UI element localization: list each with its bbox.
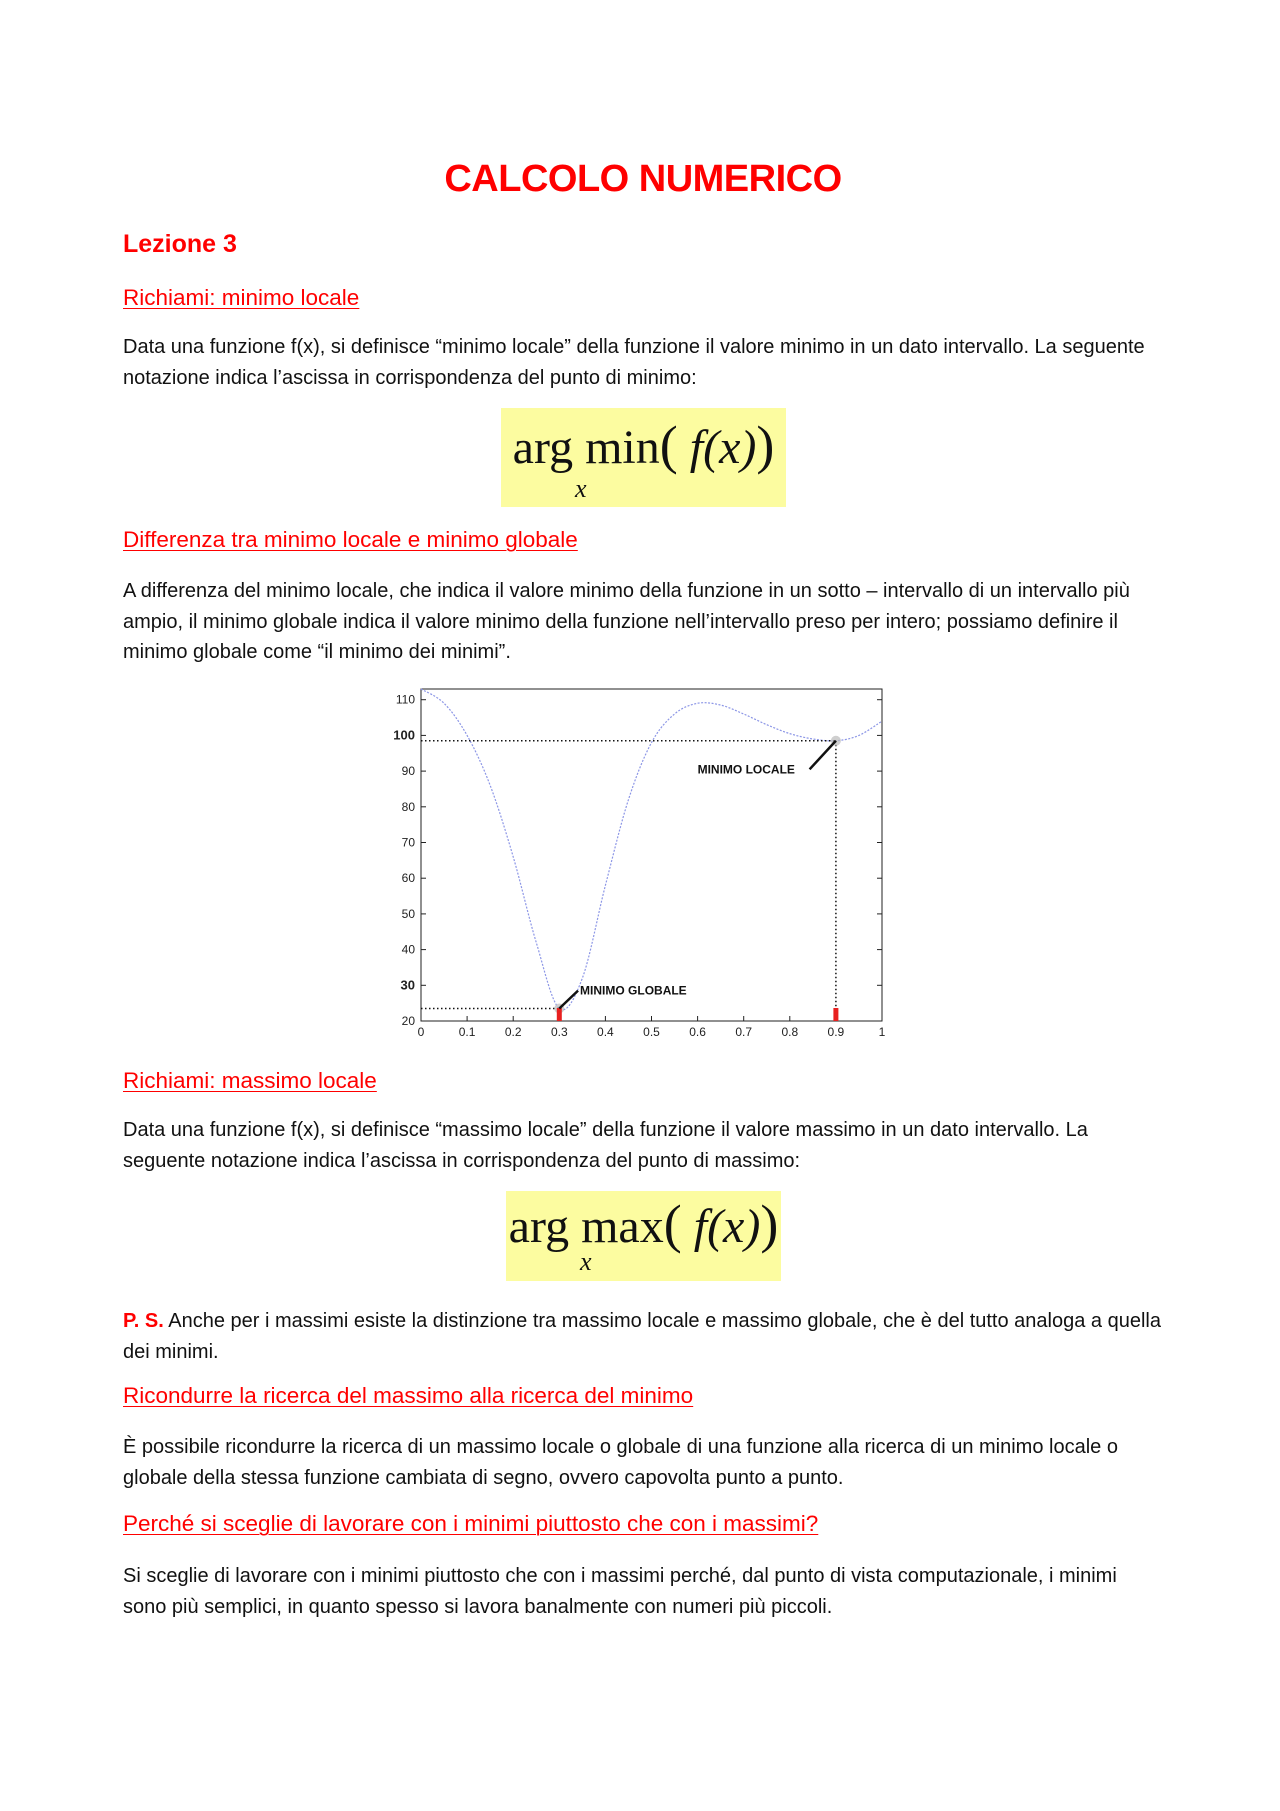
x-tick-label: 0.1	[458, 1025, 476, 1039]
x-tick-label: 0.2	[504, 1025, 522, 1039]
y-tick-label: 90	[401, 764, 415, 779]
y-tick-label: 110	[395, 692, 415, 707]
document-title: CALCOLO NUMERICO	[444, 158, 842, 200]
lesson-heading: Lezione 3	[123, 230, 237, 258]
x-tick-label: 0.8	[781, 1025, 799, 1039]
paragraph-perche: Si sceglie di lavorare con i minimi piuttosto che con i massimi perché, dal punto di vista computazionale, i minimi sono più semplici, in quanto spesso si lavora banalmente con numeri più piccoli.	[123, 1565, 1117, 1618]
x-tick-label: 0.3	[550, 1025, 568, 1039]
x-tick-label: 0.9	[827, 1025, 845, 1039]
annotation-label: MINIMO LOCALE	[697, 762, 795, 777]
x-tick-label: 0.7	[735, 1025, 753, 1039]
ps-label: P. S.	[123, 1310, 164, 1332]
y-tick-label: 30	[400, 977, 415, 993]
annotation-axis-marker	[833, 1008, 838, 1021]
formula-argmin-op: arg min	[512, 421, 660, 474]
minimum-chart	[386, 683, 892, 1049]
formula-argmax-op: arg max	[508, 1200, 664, 1253]
heading-massimo-locale: Richiami: massimo locale	[123, 1068, 377, 1093]
paragraph-minimo-locale: Data una funzione f(x), si definisce “minimo locale” della funzione il valore minimo in un dato intervallo. La seguente notazione indica l’ascissa in corrispondenza del punto di minimo:	[123, 336, 1145, 389]
paragraph-ricondurre: È possibile ricondurre la ricerca di un massimo locale o globale di una funzione alla ricerca di un minimo locale o globale della stessa funzione cambiata di segno, ovvero capovolta punto a punto.	[123, 1436, 1118, 1489]
x-tick-label: 0.4	[597, 1025, 614, 1039]
paragraph-ps	[123, 1306, 1163, 1367]
x-tick-label: 0.6	[689, 1025, 706, 1039]
formula-argmax	[506, 1191, 781, 1281]
formula-argmin-close: )	[756, 415, 775, 475]
formula-argmin	[501, 408, 786, 507]
formula-argmin-subscript: x	[575, 474, 587, 503]
formula-argmax-inner: (x)	[707, 1200, 761, 1253]
heading-minimo-locale: Richiami: minimo locale	[123, 285, 360, 310]
formula-argmax-func: f	[693, 1200, 708, 1253]
heading-differenza: Differenza tra minimo locale e minimo globale	[123, 527, 578, 552]
y-tick-label: 70	[401, 835, 415, 850]
annotation-label: MINIMO GLOBALE	[580, 983, 687, 998]
x-tick-label: 0.5	[643, 1025, 660, 1039]
heading-perche: Perché si sceglie di lavorare con i minimi piuttosto che con i massimi?	[123, 1511, 819, 1536]
y-tick-label: 100	[393, 727, 415, 743]
formula-argmin-func: f	[689, 421, 704, 474]
paragraph-differenza: A differenza del minimo locale, che indica il valore minimo della funzione in un sotto – intervallo di un intervallo più ampio, il minimo globale indica il valore minimo della funzione nell’intervallo preso per intero; possiamo definire il minimo globale come “il minimo dei minimi”.	[123, 580, 1130, 663]
formula-argmax-open: (	[663, 1194, 682, 1254]
formula-argmax-subscript: x	[580, 1247, 592, 1276]
formula-argmin-inner: (x)	[703, 421, 757, 474]
x-tick-label: 0	[417, 1025, 425, 1039]
heading-ricondurre: Ricondurre la ricerca del massimo alla ricerca del minimo	[123, 1383, 694, 1408]
annotation-leader	[810, 741, 836, 770]
y-tick-label: 50	[401, 906, 415, 921]
y-tick-label: 40	[401, 942, 415, 957]
x-tick-label: 1	[878, 1025, 886, 1039]
formula-argmin-open: (	[659, 415, 678, 475]
y-tick-label: 80	[401, 799, 415, 814]
series-line	[421, 689, 882, 1010]
plot-frame	[421, 689, 882, 1021]
paragraph-massimo-locale: Data una funzione f(x), si definisce “massimo locale” della funzione il valore massimo in un dato intervallo. La seguente notazione indica l’ascissa in corrispondenza del punto di massimo:	[123, 1119, 1088, 1172]
ps-text: Anche per i massimi esiste la distinzione tra massimo locale e massimo globale, che è del tutto analoga a quella dei minimi.	[123, 1310, 1161, 1363]
y-tick-label: 20	[401, 1014, 415, 1028]
annotation-leader	[559, 991, 578, 1009]
formula-argmax-close: )	[760, 1194, 779, 1254]
y-tick-label: 60	[401, 871, 415, 886]
annotation-axis-marker	[557, 1008, 562, 1021]
